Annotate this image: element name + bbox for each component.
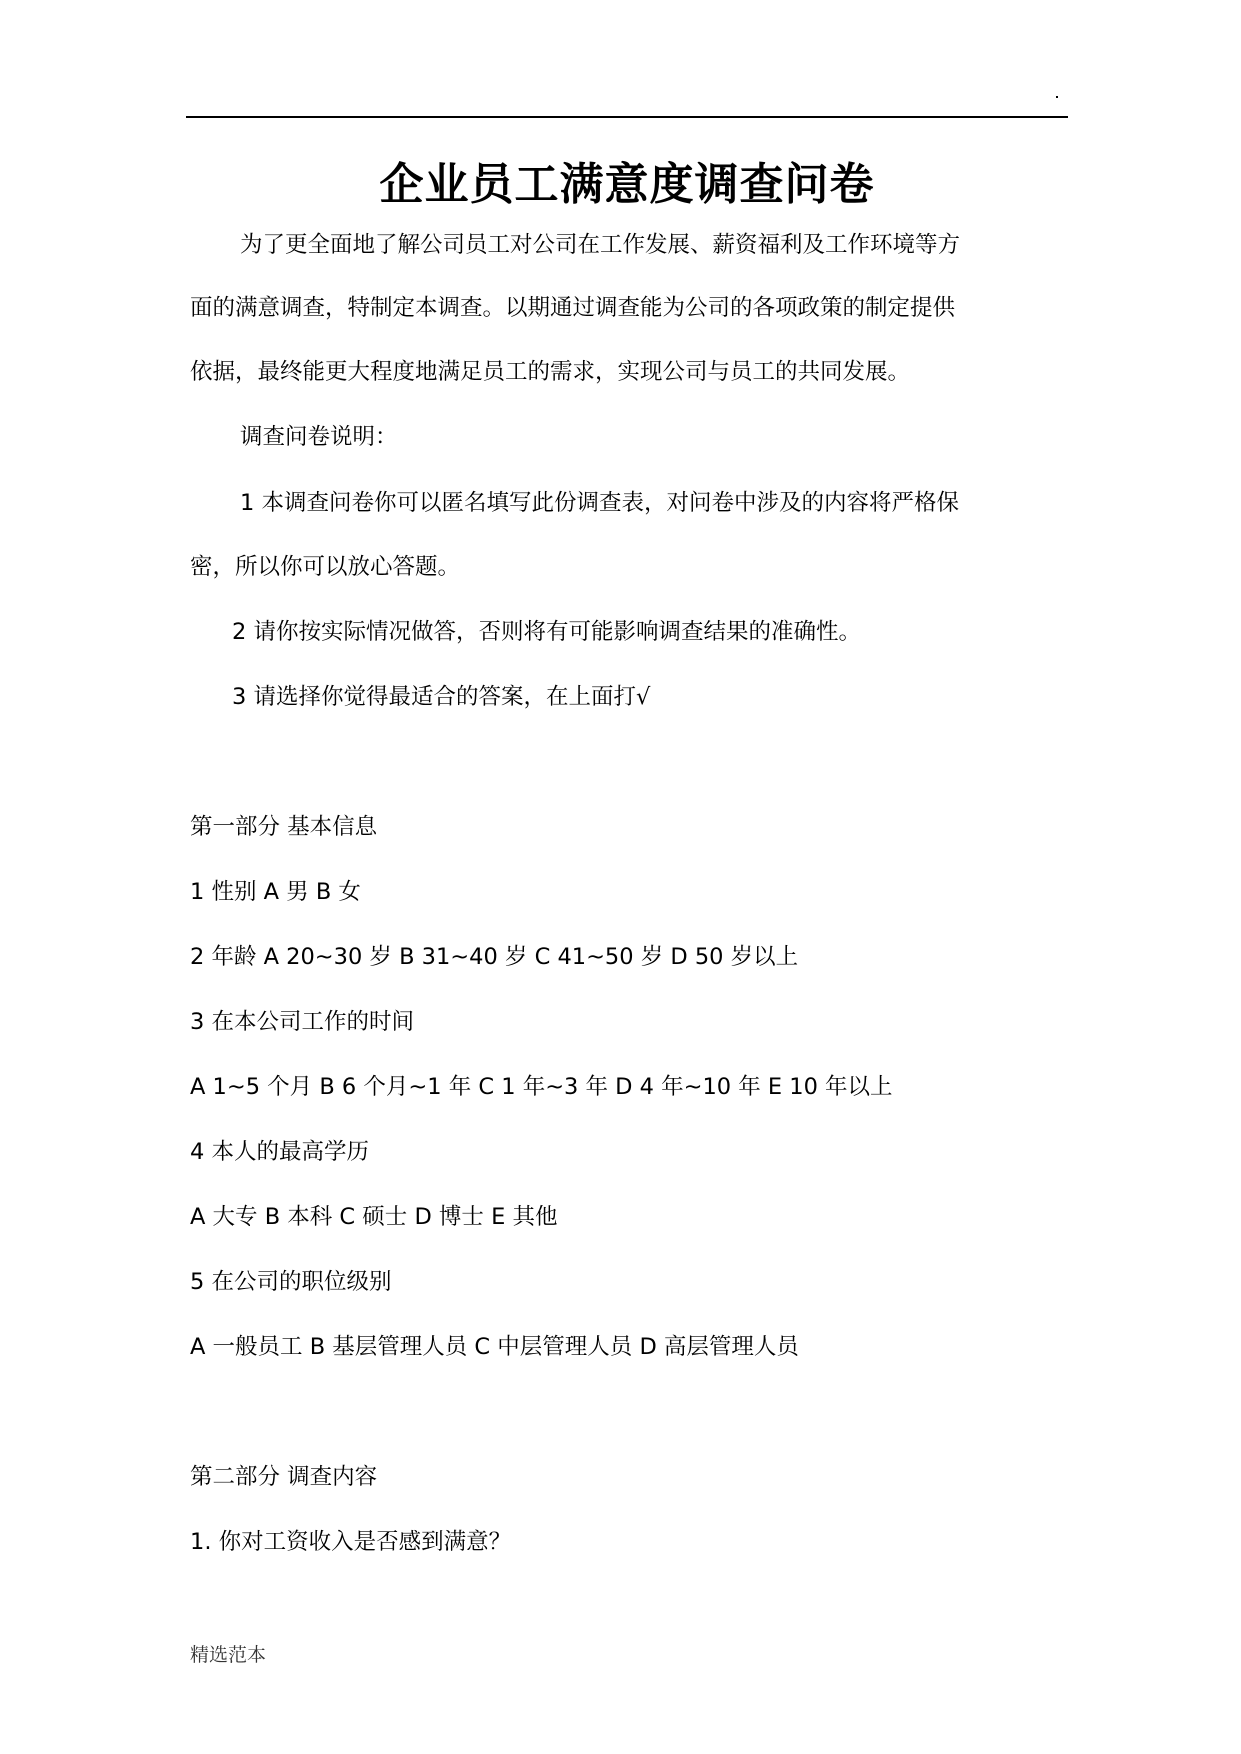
part1-line: A 1~5 个月 B 6 个月~1 年 C 1 年~3 年 D 4 年~10 年 E 10 年以上 bbox=[190, 1074, 893, 1100]
intro-line-1: 为了更全面地了解公司员工对公司在工作发展、薪资福利及工作环境等方 bbox=[240, 232, 961, 258]
part1-heading: 第一部分 基本信息 bbox=[190, 814, 378, 840]
part1-line: A 一般员工 B 基层管理人员 C 中层管理人员 D 高层管理人员 bbox=[190, 1334, 799, 1360]
instruction-1-line-1: 1 本调查问卷你可以匿名填写此份调查表，对问卷中涉及的内容将严格保 bbox=[240, 490, 959, 516]
part1-line: 1 性别 A 男 B 女 bbox=[190, 879, 361, 905]
footer-text: 精选范本 bbox=[190, 1644, 267, 1666]
page-title: 企业员工满意度调查问卷 bbox=[379, 159, 875, 210]
part2-heading: 第二部分 调查内容 bbox=[190, 1464, 378, 1490]
instruction-1-line-2: 密，所以你可以放心答题。 bbox=[190, 554, 461, 580]
header-dot bbox=[1056, 96, 1058, 98]
intro-line-2: 面的满意调查，特制定本调查。以期通过调查能为公司的各项政策的制定提供 bbox=[190, 295, 956, 321]
part1-line: 5 在公司的职位级别 bbox=[190, 1269, 392, 1295]
question-1: 1. 你对工资收入是否感到满意？ bbox=[190, 1529, 512, 1555]
header-rule bbox=[186, 116, 1068, 118]
part1-line: A 大专 B 本科 C 硕士 D 博士 E 其他 bbox=[190, 1204, 558, 1230]
part1-line: 3 在本公司工作的时间 bbox=[190, 1009, 414, 1035]
instructions-heading: 调查问卷说明： bbox=[240, 424, 398, 450]
part1-line: 4 本人的最高学历 bbox=[190, 1139, 369, 1165]
part1-line: 2 年龄 A 20~30 岁 B 31~40 岁 C 41~50 岁 D 50 岁以上 bbox=[190, 944, 799, 970]
instruction-2: 2 请你按实际情况做答，否则将有可能影响调查结果的准确性。 bbox=[232, 619, 861, 645]
instruction-3: 3 请选择你觉得最适合的答案，在上面打√ bbox=[232, 684, 651, 710]
intro-line-3: 依据，最终能更大程度地满足员工的需求，实现公司与员工的共同发展。 bbox=[190, 359, 911, 385]
